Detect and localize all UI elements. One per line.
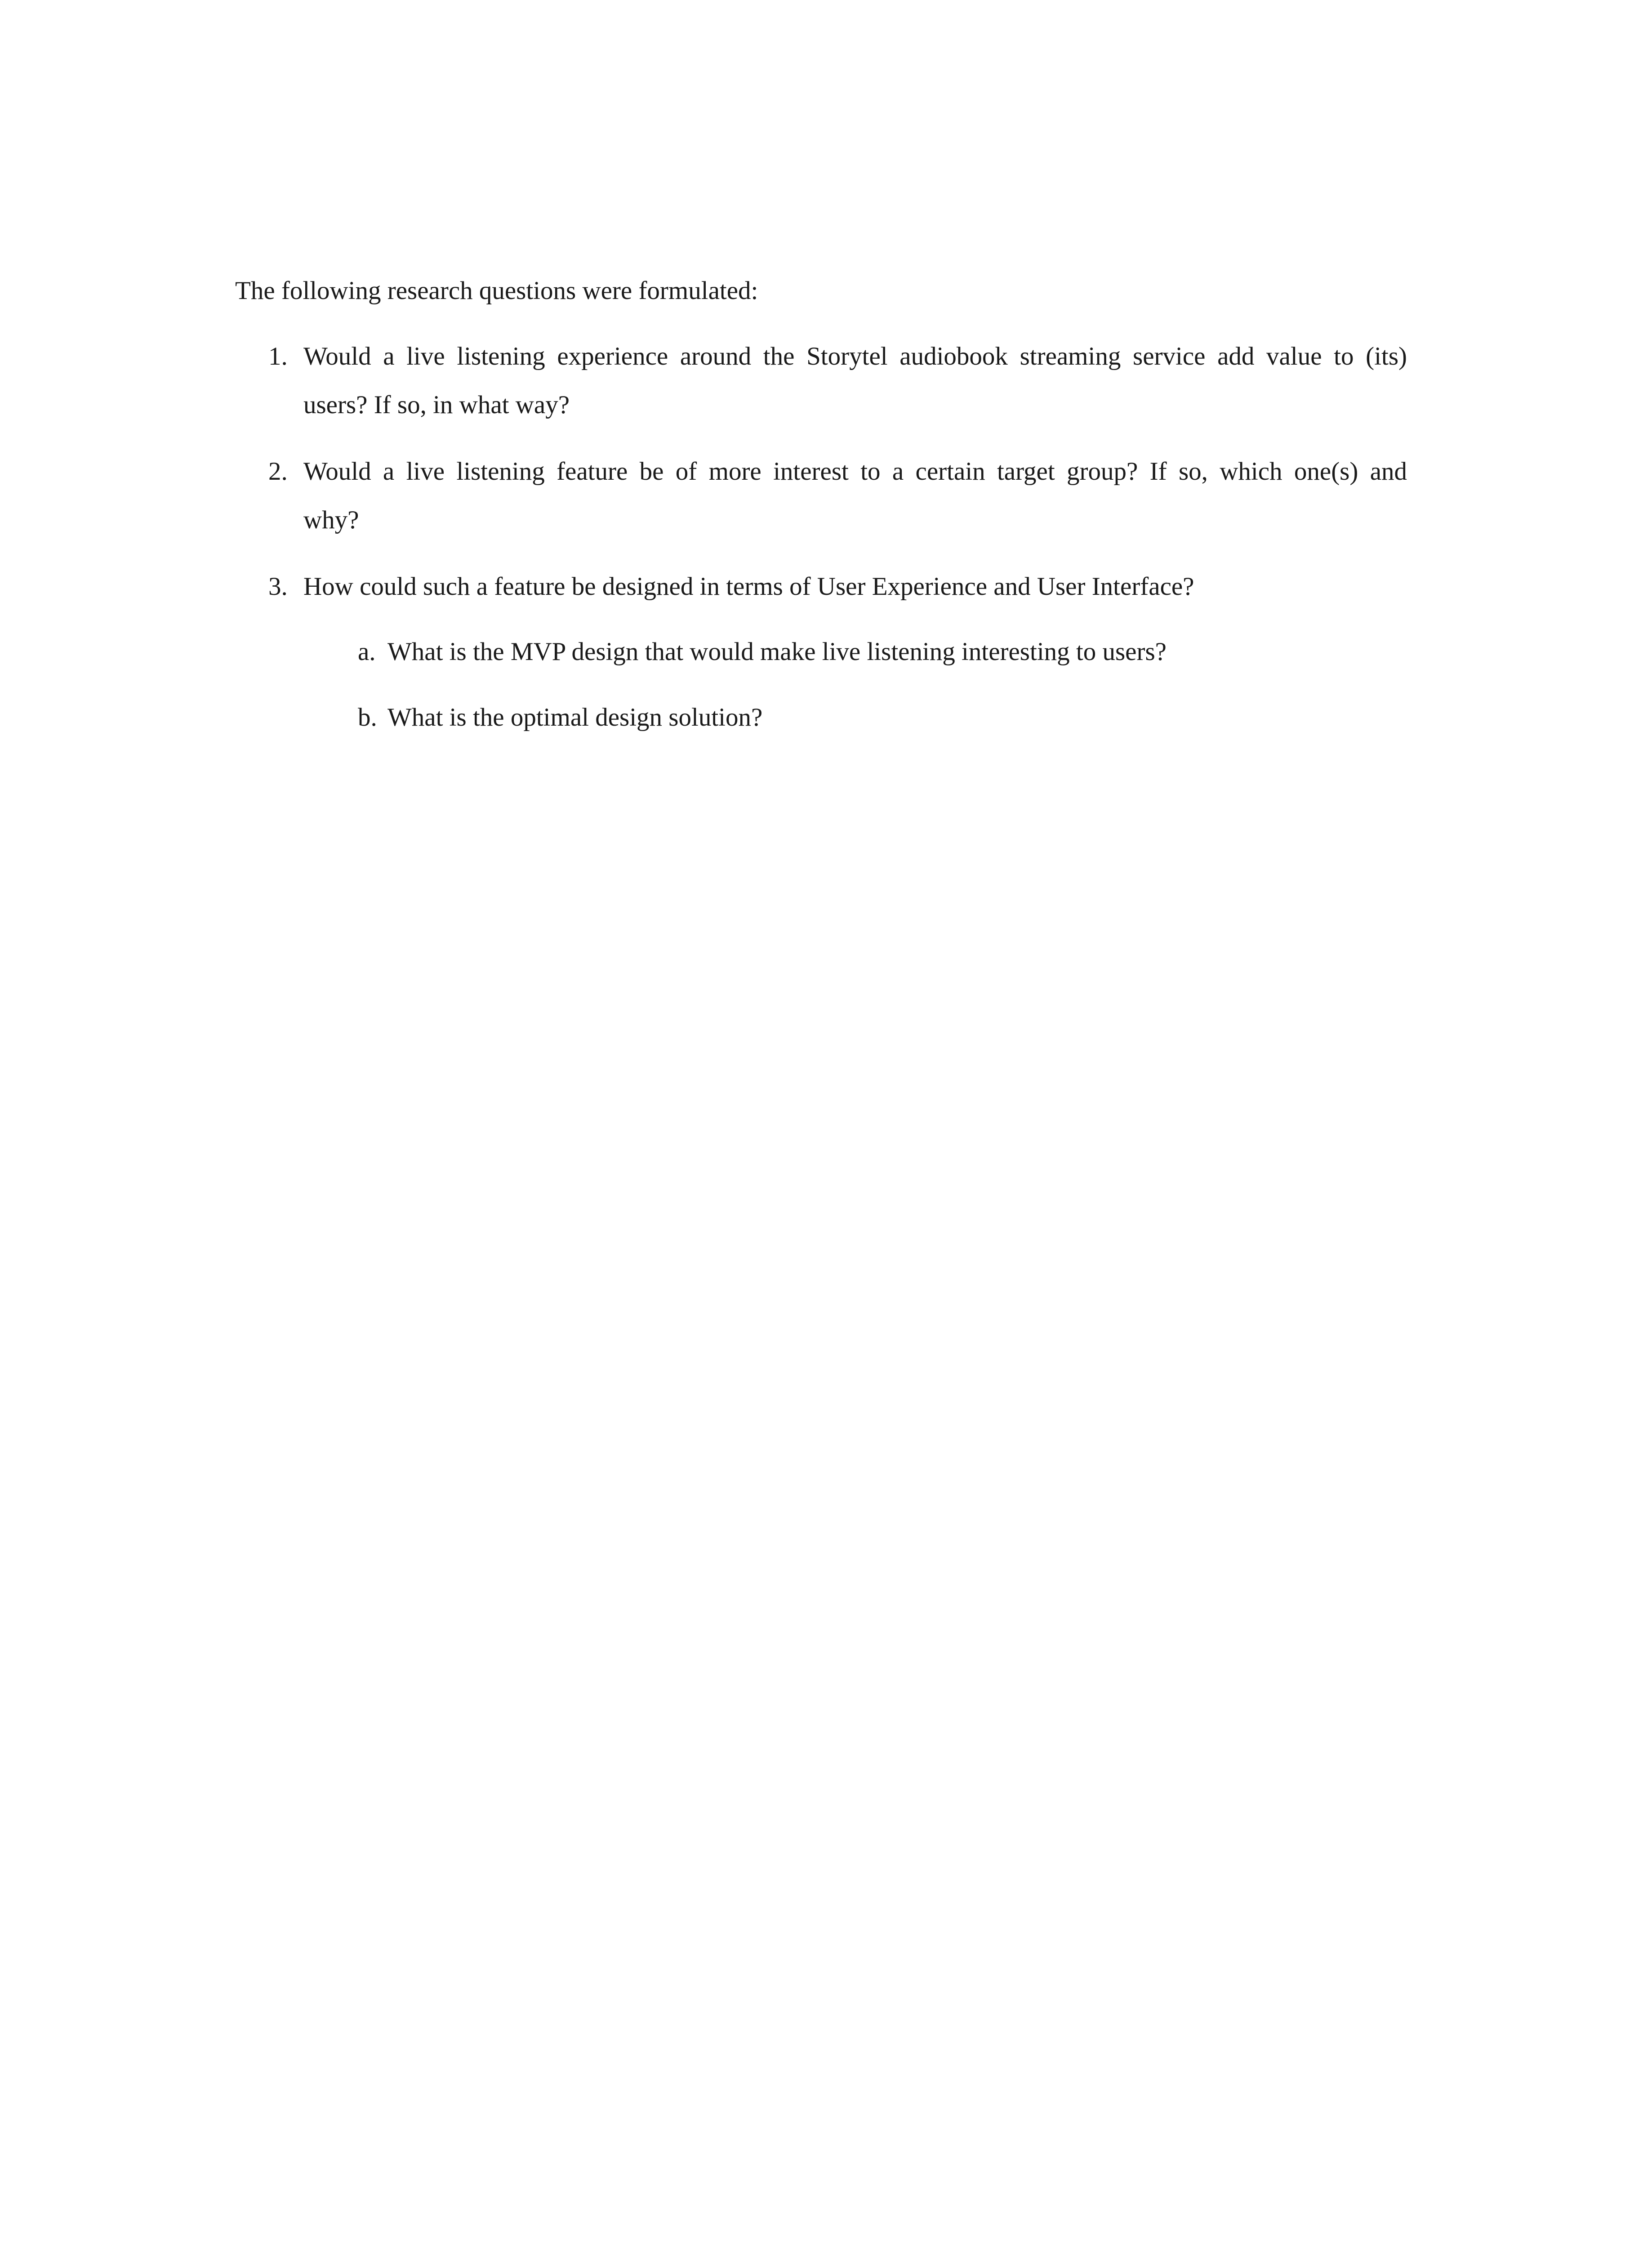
- subquestion-a-marker: a.: [358, 638, 376, 666]
- question-3-marker: 3.: [268, 572, 288, 601]
- question-1-line-2: users? If so, in what way?: [303, 391, 570, 419]
- subquestion-a-text: What is the MVP design that would make live listening interesting to users?: [387, 638, 1167, 666]
- question-1-marker: 1.: [268, 342, 288, 370]
- question-3-line-1: How could such a feature be designed in terms of User Experience and User Interface?: [303, 572, 1194, 601]
- intro-paragraph: The following research questions were formulated:: [235, 277, 758, 305]
- subquestion-b-marker: b.: [358, 703, 377, 731]
- subquestion-b-text: What is the optimal design solution?: [387, 703, 763, 731]
- question-1-line-1: Would a live listening experience around the Storytel audiobook streaming service add value to (its): [303, 342, 1407, 370]
- question-2-line-1: Would a live listening feature be of more interest to a certain target group? If so, which one(s) and: [303, 457, 1407, 486]
- question-2-line-2: why?: [303, 506, 359, 534]
- question-2-marker: 2.: [268, 457, 288, 486]
